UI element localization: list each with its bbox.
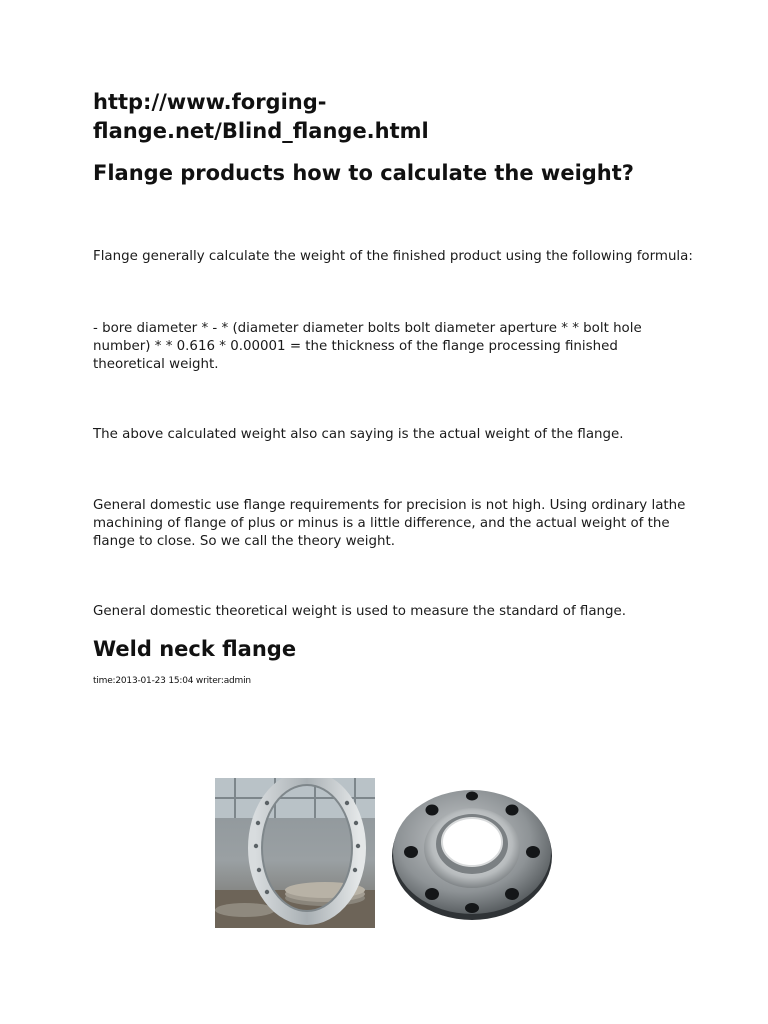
url-line-2: flange.net/Blind_flange.html — [93, 119, 429, 143]
page-title: Flange products how to calculate the weight? — [93, 161, 634, 185]
paragraph-2: - bore diameter * - * (diameter diameter bolts bolt diameter aperture * * bolt hole number) * * 0.616 * 0.00001 = the thickness of the flange processing finished theoretical weight. — [93, 321, 642, 372]
document-page — [93, 88, 693, 687]
paragraph-1: Flange generally calculate the weight of the finished product using the following formula: — [93, 249, 693, 264]
url-heading — [93, 88, 693, 146]
paragraph-4: General domestic use flange requirements for precision is not high. Using ordinary lathe machining of flange of plus or minus is a little difference, and the actual weight of the flange to close. So we call the theory weight. — [93, 498, 686, 549]
section-title: Weld neck flange — [93, 637, 297, 661]
paragraph-5: General domestic theoretical weight is used to measure the standard of flange. — [93, 604, 627, 619]
large-flange-ring-photo — [215, 778, 375, 928]
url-line-1: http://www.forging- — [93, 90, 327, 114]
paragraph-3: The above calculated weight also can saying is the actual weight of the flange. — [93, 427, 624, 442]
weld-neck-flange-photo — [389, 784, 555, 922]
post-meta: time:2013-01-23 15:04 writer:admin — [93, 676, 251, 686]
